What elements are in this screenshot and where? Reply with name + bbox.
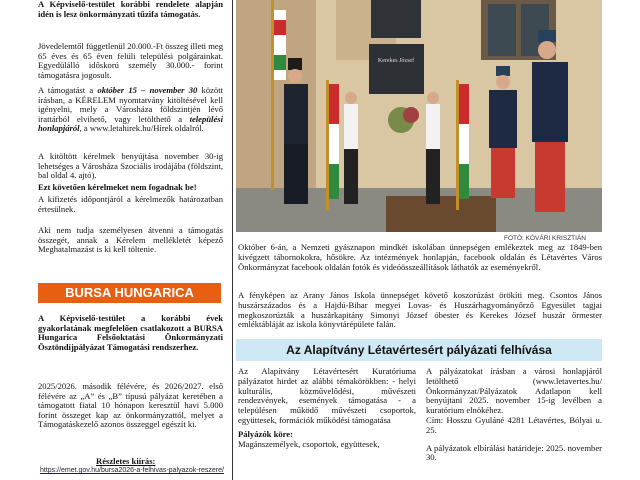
ceremony-photo — [236, 0, 602, 232]
call-column-1 — [238, 367, 416, 449]
paragraph-application: A támogatást a október 15 – november 30 között írásban, a KÉRELEM nyomtatvány kitöltésével kell igényelni, mely a Városháza földszintjén lévő irattárból elvihető, vagy letölthető a települési honlapjáról, a www.letahirek.hu/Hírek oldalról. — [38, 85, 223, 134]
call-topics: Az Alapítvány Létavértesért Kuratóriuma pályázatot hirdet az alábbi témakörökben: - helyi kulturális, közművelődési, művészeti rendezvények, események támogatása - a településen működő művészeti csoportok, együttesek, formációk működési támogatása — [238, 366, 416, 425]
bursa-title: BURSA HUNGARICA — [38, 283, 221, 303]
paragraph-proxy: Aki nem tudja személyesen átvenni a támogatás összegét, annak a Kérelem mellékletét képező Meghatalmazást is ki kell töltenie. — [38, 225, 223, 255]
bursa-intro: A Képviselő-testület a korábbi évek gyakorlatának megfelelően csatlakozott a BURSA Hungarica Felsőoktatási Önkormányzati Ösztöndíjpályázat Támogatási rendszerhez. — [38, 313, 223, 352]
warning-text: Ezt követően kérelmeket nem fogadnak be! — [38, 182, 197, 192]
site-link[interactable]: települési honlapjáról — [38, 113, 223, 134]
right-column — [236, 0, 640, 480]
article-paragraph-1: Október 6-án, a Nemzeti gyásznapon mindkét iskolában ünnepségen emlékeztek meg az 1849-ben kivégzett tábornokokra, hősökre. Az intézmények honlapján, facebook oldalán és Létavértes Város Önkormányzat facebook oldalán fotók és videóösszeállítások láthatók az eseményekről. — [238, 242, 602, 272]
submission-text: A pályázatokat írásban a városi honlapjáról letölthető (www.letavertes.hu/Önkormányzat/Pályázatok Adatlapon kell benyújtani 2025. november 15-ig levélben a kuratórium elnökéhez. — [426, 366, 602, 416]
paragraph-payment: A kifizetés időpontjáról a kérelmezők határozatban értesülnek. — [38, 194, 223, 214]
applicants-heading: Pályázók köre: — [238, 428, 293, 439]
column-divider — [232, 0, 233, 480]
call-column-2 — [426, 367, 602, 463]
decision-deadline: A pályázatok elbírálási határideje: 2025. november 30. — [426, 442, 602, 463]
plaque-text: Kerekes József — [377, 58, 415, 64]
paragraph-deadline: A kitöltött kérelmek benyújtása november 30-ig lehetséges a Városháza Szociális irodájába (földszint, bal oldal 4. ajtó). — [38, 151, 223, 181]
article-paragraph-2: A fényképen az Arany János Iskola ünnepséget követő koszorúzást örökíti meg. Csontos János huszárszázados és a Hajdú-Bihar megyei Lovas- és Huszárhagyományőrző Egyesület tagjai megkoszorúzták a huszárkapitány Simonyi József óbester és Kerekes József huszár őrmester emléktábláját az iskola könyvtárépülete falán. — [238, 290, 602, 330]
applicants-text: Magánszemélyek, csoportok, együttesek, — [238, 438, 380, 449]
details-link[interactable]: https://emet.gov.hu/bursa2026-a-felhivas-palyazok-reszere/ — [40, 467, 224, 474]
foundation-banner: Az Alapítvány Létavértesért pályázati felhívása — [236, 339, 602, 361]
details-heading: Részletes kiírás: — [96, 456, 156, 466]
photo-credit: FOTÓ: KÓVÁRI KRISZTIÁN — [504, 235, 586, 242]
photo-illustration — [236, 0, 602, 232]
bursa-details: 2025/2026. második félévére, és 2026/2027. első félévére az „A” és „B” típusú pályázat keretében a támogatott fiatal 10 hónapon keresztül havi 5.000 forint összeget kap az önkormányzattól, melyet a Támogatáskezelő azonos összeggel egészít ki. — [38, 381, 223, 430]
left-column — [0, 0, 231, 480]
submission-address: Cím: Hosszu Gyuláné 4281 Létavértes, Bólyai u. 25. — [426, 414, 602, 435]
paragraph-amount: Jövedelemtől függetlenül 20.000.-Ft összeg illeti meg 65 éves és 65 éven felüli települési polgárainkat. Egyedülálló időskorú személy 30.000.- forint támogatásra jogosult. — [38, 41, 223, 80]
intro-text: A Képviselő-testület korábbi rendelete alapján idén is lesz önkormányzati tűzifa támogatás. — [38, 0, 223, 19]
